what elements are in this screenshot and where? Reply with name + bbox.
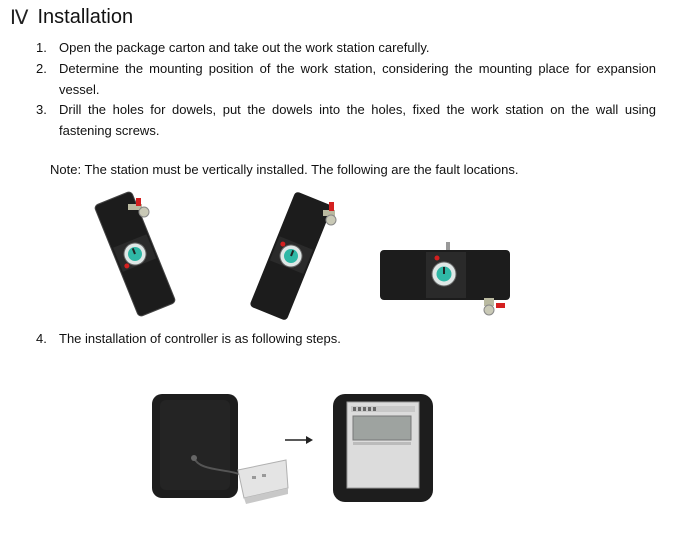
controller-panel-image (329, 390, 437, 508)
pump-station-tilted-left-image (80, 190, 190, 320)
pump-station-tilted-right-image (233, 188, 353, 323)
step-number: 4. (36, 331, 47, 346)
section-number: Ⅳ (10, 6, 28, 29)
step-text: The installation of controller is as following steps. (59, 331, 341, 346)
section-title: Installation (37, 5, 134, 28)
step-4 (36, 328, 656, 349)
step-1 (36, 37, 656, 58)
step-text: Open the package carton and take out the work station carefully. (59, 40, 430, 55)
step-number: 3. (36, 102, 47, 117)
note-text: Note: The station must be vertically installed. The following are the fault locations. (50, 162, 519, 177)
step-3 (36, 99, 656, 141)
step-text: Determine the mounting position of the work station, considering the mounting place for expansion vessel. (59, 61, 656, 97)
step-number: 1. (36, 40, 47, 55)
controller-closed-image (148, 390, 293, 508)
pump-station-horizontal-image (376, 240, 516, 318)
section-heading (10, 4, 133, 30)
arrow-right-icon (284, 434, 314, 446)
step-number: 2. (36, 61, 47, 76)
step-2 (36, 58, 656, 100)
step-text: Drill the holes for dowels, put the dowels into the holes, fixed the work station on the wall using fastening screws. (59, 102, 656, 138)
